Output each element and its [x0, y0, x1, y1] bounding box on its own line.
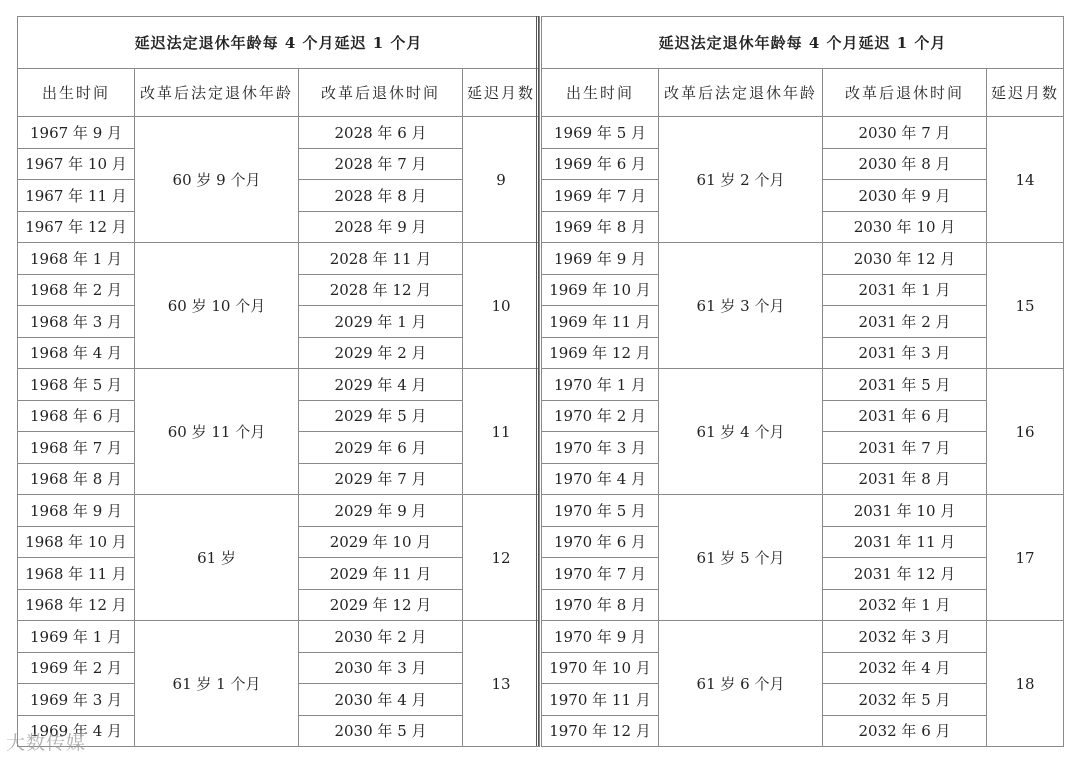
retirement-time-cell: 2028 年 7 月	[299, 148, 463, 180]
delay-months-cell: 15	[987, 243, 1064, 369]
retirement-age-cell: 60 岁 9 个月	[135, 117, 299, 243]
retirement-time-cell: 2032 年 1 月	[823, 589, 987, 621]
header-retirement-time: 改革后退休时间	[823, 69, 987, 117]
retirement-time-cell: 2031 年 5 月	[823, 369, 987, 401]
table-left	[17, 16, 540, 747]
watermark-logo: 大数传媒	[6, 732, 87, 754]
table-right	[541, 16, 1064, 747]
retirement-time-cell: 2029 年 9 月	[299, 495, 463, 527]
retirement-time-cell: 2030 年 4 月	[299, 684, 463, 716]
birth-time-cell: 1970 年 11 月	[542, 684, 659, 716]
retirement-time-cell: 2031 年 11 月	[823, 526, 987, 558]
retirement-time-cell: 2030 年 3 月	[299, 652, 463, 684]
table-row	[542, 621, 1064, 653]
header-retirement-age: 改革后法定退休年龄	[135, 69, 299, 117]
birth-time-cell: 1968 年 8 月	[18, 463, 135, 495]
delay-months-cell: 10	[463, 243, 540, 369]
birth-time-cell: 1970 年 4 月	[542, 463, 659, 495]
birth-time-cell: 1969 年 8 月	[542, 211, 659, 243]
birth-time-cell: 1969 年 11 月	[542, 306, 659, 338]
retirement-time-cell: 2031 年 2 月	[823, 306, 987, 338]
birth-time-cell: 1969 年 1 月	[18, 621, 135, 653]
retirement-time-cell: 2028 年 6 月	[299, 117, 463, 149]
table-row	[18, 495, 540, 527]
retirement-time-cell: 2030 年 12 月	[823, 243, 987, 275]
header-delay-months: 延迟月数	[987, 69, 1064, 117]
table-row	[542, 495, 1064, 527]
birth-time-cell: 1968 年 10 月	[18, 526, 135, 558]
retirement-time-cell: 2029 年 4 月	[299, 369, 463, 401]
birth-time-cell: 1969 年 7 月	[542, 180, 659, 212]
birth-time-cell: 1970 年 9 月	[542, 621, 659, 653]
retirement-time-cell: 2032 年 5 月	[823, 684, 987, 716]
header-retirement-time: 改革后退休时间	[299, 69, 463, 117]
birth-time-cell: 1968 年 6 月	[18, 400, 135, 432]
delay-months-cell: 14	[987, 117, 1064, 243]
birth-time-cell: 1969 年 10 月	[542, 274, 659, 306]
retirement-time-cell: 2030 年 10 月	[823, 211, 987, 243]
retirement-time-cell: 2028 年 9 月	[299, 211, 463, 243]
table-row	[18, 621, 540, 653]
birth-time-cell: 1969 年 6 月	[542, 148, 659, 180]
retirement-time-cell: 2028 年 11 月	[299, 243, 463, 275]
retirement-time-cell: 2029 年 11 月	[299, 558, 463, 590]
birth-time-cell: 1970 年 10 月	[542, 652, 659, 684]
table-body	[18, 117, 540, 747]
retirement-time-cell: 2030 年 8 月	[823, 148, 987, 180]
birth-time-cell: 1967 年 11 月	[18, 180, 135, 212]
birth-time-cell: 1968 年 4 月	[18, 337, 135, 369]
table-body	[542, 117, 1064, 747]
table-row	[542, 243, 1064, 275]
retirement-time-cell: 2029 年 7 月	[299, 463, 463, 495]
table-title: 延迟法定退休年龄每 4 个月延迟 1 个月	[18, 17, 540, 69]
retirement-time-cell: 2028 年 12 月	[299, 274, 463, 306]
birth-time-cell: 1968 年 5 月	[18, 369, 135, 401]
retirement-time-cell: 2030 年 2 月	[299, 621, 463, 653]
retirement-age-cell: 60 岁 11 个月	[135, 369, 299, 495]
center-divider	[536, 16, 539, 746]
birth-time-cell: 1969 年 2 月	[18, 652, 135, 684]
retirement-age-cell: 60 岁 10 个月	[135, 243, 299, 369]
retirement-age-cell: 61 岁	[135, 495, 299, 621]
birth-time-cell: 1968 年 12 月	[18, 589, 135, 621]
retirement-time-cell: 2031 年 10 月	[823, 495, 987, 527]
retirement-time-cell: 2031 年 8 月	[823, 463, 987, 495]
retirement-time-cell: 2029 年 6 月	[299, 432, 463, 464]
birth-time-cell: 1967 年 12 月	[18, 211, 135, 243]
birth-time-cell: 1968 年 3 月	[18, 306, 135, 338]
retirement-age-cell: 61 岁 2 个月	[659, 117, 823, 243]
birth-time-cell: 1969 年 9 月	[542, 243, 659, 275]
birth-time-cell: 1967 年 9 月	[18, 117, 135, 149]
delay-months-cell: 12	[463, 495, 540, 621]
birth-time-cell: 1970 年 1 月	[542, 369, 659, 401]
birth-time-cell: 1970 年 6 月	[542, 526, 659, 558]
birth-time-cell: 1968 年 7 月	[18, 432, 135, 464]
retirement-age-cell: 61 岁 4 个月	[659, 369, 823, 495]
header-delay-months: 延迟月数	[463, 69, 540, 117]
retirement-age-cell: 61 岁 5 个月	[659, 495, 823, 621]
birth-time-cell: 1968 年 9 月	[18, 495, 135, 527]
birth-time-cell: 1970 年 7 月	[542, 558, 659, 590]
retirement-age-cell: 61 岁 1 个月	[135, 621, 299, 747]
birth-time-cell: 1970 年 12 月	[542, 715, 659, 747]
retirement-time-cell: 2031 年 1 月	[823, 274, 987, 306]
retirement-age-cell: 61 岁 6 个月	[659, 621, 823, 747]
retirement-time-cell: 2031 年 6 月	[823, 400, 987, 432]
retirement-time-cell: 2030 年 7 月	[823, 117, 987, 149]
delay-months-cell: 17	[987, 495, 1064, 621]
retirement-time-cell: 2032 年 4 月	[823, 652, 987, 684]
retirement-time-cell: 2029 年 12 月	[299, 589, 463, 621]
retirement-time-cell: 2029 年 1 月	[299, 306, 463, 338]
birth-time-cell: 1970 年 8 月	[542, 589, 659, 621]
table-row	[542, 369, 1064, 401]
table-row	[18, 117, 540, 149]
retirement-time-cell: 2031 年 12 月	[823, 558, 987, 590]
retirement-time-cell: 2029 年 5 月	[299, 400, 463, 432]
retirement-time-cell: 2029 年 10 月	[299, 526, 463, 558]
birth-time-cell: 1968 年 1 月	[18, 243, 135, 275]
birth-time-cell: 1969 年 3 月	[18, 684, 135, 716]
birth-time-cell: 1969 年 4 月	[18, 715, 135, 747]
retirement-time-cell: 2028 年 8 月	[299, 180, 463, 212]
birth-time-cell: 1967 年 10 月	[18, 148, 135, 180]
birth-time-cell: 1970 年 5 月	[542, 495, 659, 527]
header-birth-time: 出生时间	[18, 69, 135, 117]
birth-time-cell: 1968 年 11 月	[18, 558, 135, 590]
header-birth-time: 出生时间	[542, 69, 659, 117]
retirement-time-cell: 2032 年 3 月	[823, 621, 987, 653]
table-row	[542, 117, 1064, 149]
table-title: 延迟法定退休年龄每 4 个月延迟 1 个月	[542, 17, 1064, 69]
delay-months-cell: 16	[987, 369, 1064, 495]
right-retirement-table	[541, 16, 1063, 747]
table-row	[18, 369, 540, 401]
table-row	[18, 243, 540, 275]
birth-time-cell: 1970 年 2 月	[542, 400, 659, 432]
retirement-time-cell: 2030 年 5 月	[299, 715, 463, 747]
retirement-time-cell: 2030 年 9 月	[823, 180, 987, 212]
birth-time-cell: 1970 年 3 月	[542, 432, 659, 464]
delay-months-cell: 11	[463, 369, 540, 495]
delay-months-cell: 18	[987, 621, 1064, 747]
retirement-time-cell: 2031 年 3 月	[823, 337, 987, 369]
retirement-time-cell: 2032 年 6 月	[823, 715, 987, 747]
retirement-time-cell: 2031 年 7 月	[823, 432, 987, 464]
retirement-age-cell: 61 岁 3 个月	[659, 243, 823, 369]
birth-time-cell: 1968 年 2 月	[18, 274, 135, 306]
birth-time-cell: 1969 年 5 月	[542, 117, 659, 149]
delay-months-cell: 9	[463, 117, 540, 243]
delay-months-cell: 13	[463, 621, 540, 747]
birth-time-cell: 1969 年 12 月	[542, 337, 659, 369]
left-retirement-table	[17, 16, 539, 747]
retirement-time-cell: 2029 年 2 月	[299, 337, 463, 369]
header-retirement-age: 改革后法定退休年龄	[659, 69, 823, 117]
